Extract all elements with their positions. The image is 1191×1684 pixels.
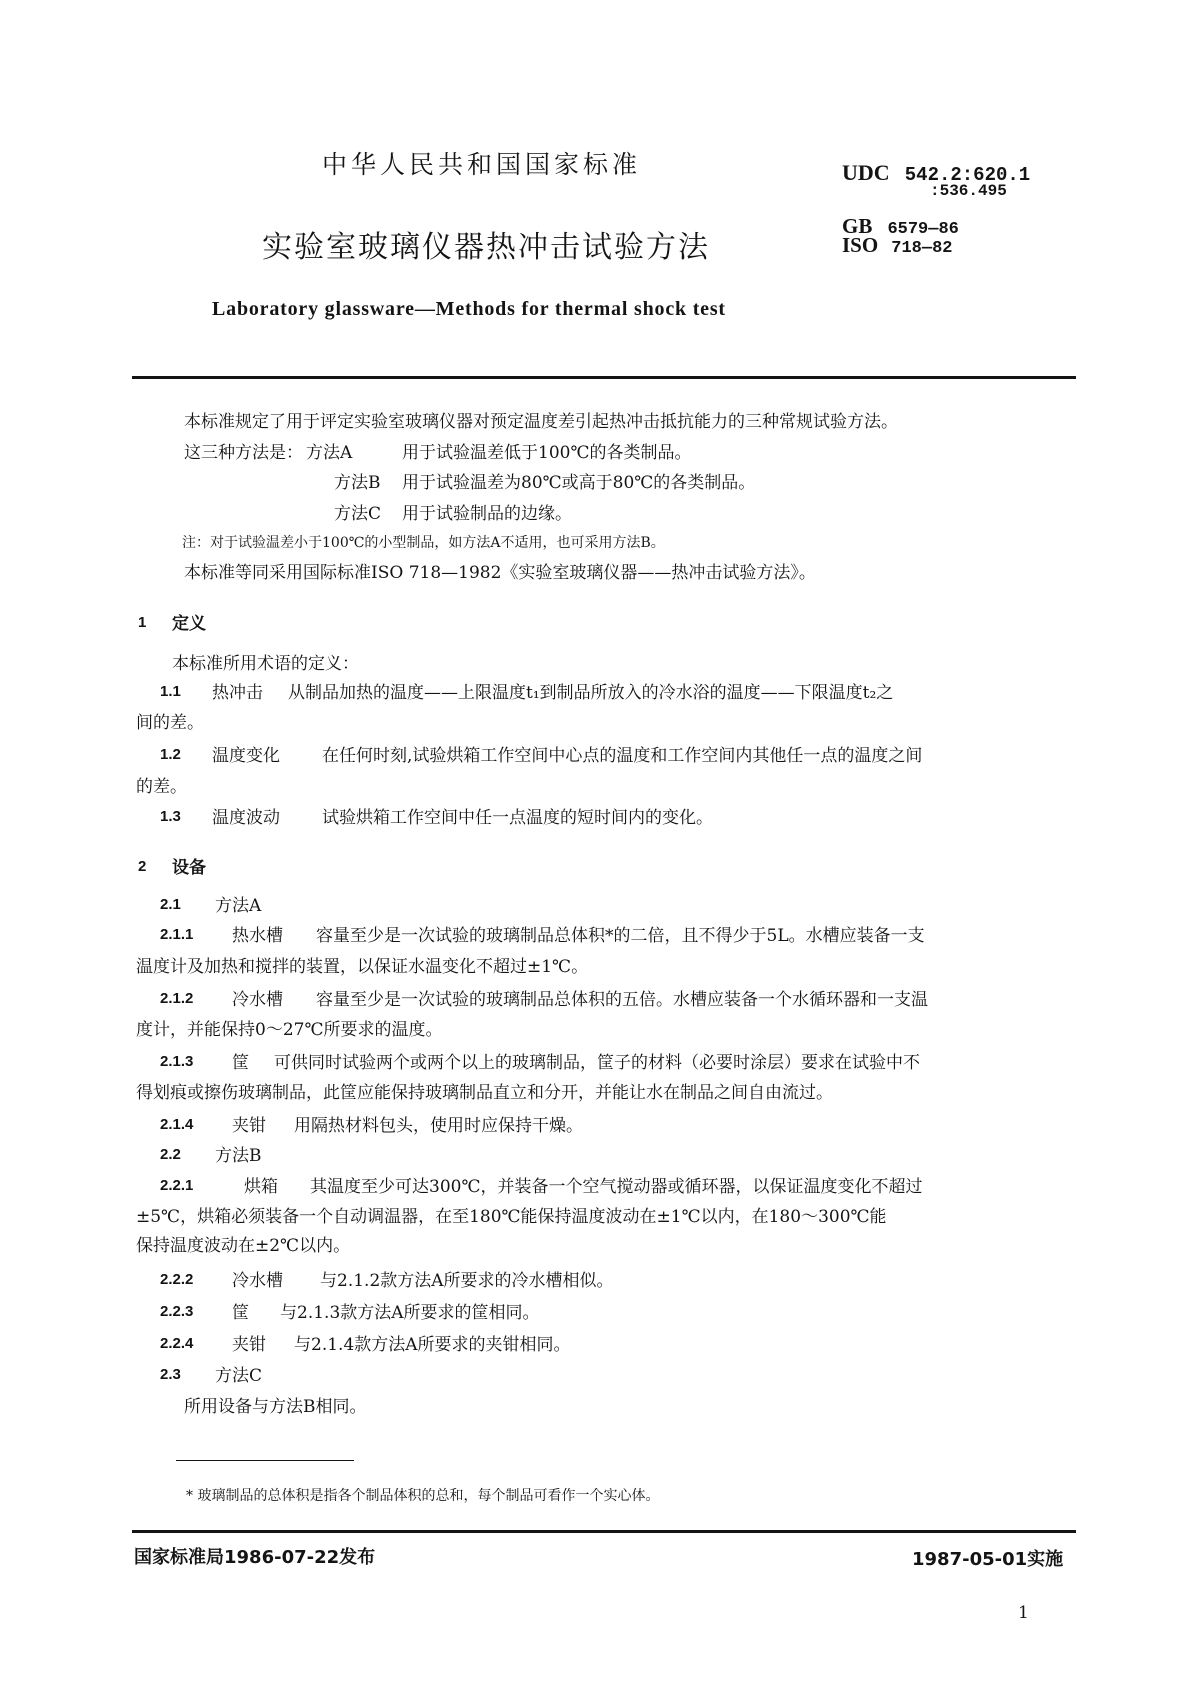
clause-2-1-4-term: 夹钳	[232, 1116, 266, 1136]
clause-2-1-number: 2.1	[160, 896, 181, 913]
method-b-name: 方法B	[334, 473, 381, 493]
clause-2-2-2-text: 与2.1.2款方法A所要求的冷水槽相似。	[320, 1271, 614, 1291]
clause-2-1-title: 方法A	[215, 896, 262, 916]
clause-2-3-title: 方法C	[215, 1366, 263, 1386]
methods-lead: 这三种方法是：	[184, 443, 303, 463]
clause-2-2-1-number: 2.2.1	[160, 1177, 194, 1194]
footer-rule	[132, 1530, 1076, 1533]
method-a-desc: 用于试验温差低于100℃的各类制品。	[402, 443, 692, 463]
section-1-lead: 本标准所用术语的定义：	[172, 654, 359, 674]
clause-1-1-term: 热冲击	[212, 683, 263, 703]
clause-2-1-1-text: 容量至少是一次试验的玻璃制品总体积*的二倍，且不得少于5L。水槽应装备一支	[316, 926, 925, 946]
clause-2-1-3-text-continued: 得划痕或擦伤玻璃制品，此筐应能保持玻璃制品直立和分开，并能让水在制品之间自由流过。	[136, 1083, 833, 1103]
clause-2-2-1-text-end: 保持温度波动在±2℃以内。	[136, 1236, 351, 1256]
clause-2-1-2-text: 容量至少是一次试验的玻璃制品总体积的五倍。水槽应装备一个水循环器和一支温	[316, 990, 928, 1010]
clause-2-2-1-text: 其温度至少可达300℃，并装备一个空气搅动器或循环器，以保证温度变化不超过	[310, 1177, 923, 1197]
method-c-desc: 用于试验制品的边缘。	[402, 504, 572, 524]
title-chinese: 实验室玻璃仪器热冲击试验方法	[262, 230, 710, 265]
clause-2-2-1-term: 烘箱	[244, 1177, 278, 1197]
method-a-name: 方法A	[306, 443, 353, 463]
iso-label: ISO	[842, 233, 879, 257]
clause-1-2-text: 在任何时刻,试验烘箱工作空间中心点的温度和工作空间内其他任一点的温度之间	[322, 746, 923, 766]
clause-2-1-1-term: 热水槽	[232, 926, 283, 946]
clause-2-2-title: 方法B	[215, 1146, 262, 1166]
clause-2-1-3-text: 可供同时试验两个或两个以上的玻璃制品，筐子的材料（必要时涂层）要求在试验中不	[274, 1053, 920, 1073]
clause-1-2-term: 温度变化	[212, 746, 280, 766]
clause-2-3-text: 所用设备与方法B相同。	[184, 1397, 367, 1417]
footnote-rule	[176, 1460, 354, 1461]
clause-2-2-3-number: 2.2.3	[160, 1303, 194, 1320]
method-c-name: 方法C	[334, 504, 382, 524]
udc-label: UDC	[842, 160, 890, 185]
udc-code-continued: :536.495	[930, 182, 1007, 200]
clause-2-1-3-number: 2.1.3	[160, 1053, 194, 1070]
intro-note: 注：对于试验温差小于100℃的小型制品，如方法A不适用，也可采用方法B。	[182, 535, 665, 551]
method-b-desc: 用于试验温差为80℃或高于80℃的各类制品。	[402, 473, 756, 493]
clause-1-3-text: 试验烘箱工作空间中任一点温度的短时间内的变化。	[322, 808, 713, 828]
clause-1-3-number: 1.3	[160, 808, 181, 825]
clause-2-2-3-term: 筐	[232, 1303, 249, 1323]
clause-2-2-4-number: 2.2.4	[160, 1335, 194, 1352]
iso-code: 718—82	[891, 239, 953, 258]
clause-1-2-text-continued: 的差。	[136, 777, 187, 797]
section-1-title: 定义	[172, 614, 206, 634]
clause-1-1-text: 从制品加热的温度——上限温度t₁到制品所放入的冷水浴的温度——下限温度t₂之	[288, 683, 894, 703]
clause-2-3-number: 2.3	[160, 1366, 181, 1383]
country-standard-heading: 中华人民共和国国家标准	[322, 150, 642, 179]
clause-2-2-4-term: 夹钳	[232, 1335, 266, 1355]
clause-2-1-4-number: 2.1.4	[160, 1116, 194, 1133]
footnote: * 玻璃制品的总体积是指各个制品体积的总和，每个制品可看作一个实心体。	[186, 1488, 660, 1504]
title-english: Laboratory glassware—Methods for thermal shock test	[212, 298, 726, 320]
gb-code: 6579—86	[887, 220, 959, 239]
intro-paragraph: 本标准规定了用于评定实验室玻璃仪器对预定温度差引起热冲击抵抗能力的三种常规试验方法。	[184, 412, 898, 432]
clause-2-1-4-text: 用隔热材料包头，使用时应保持干燥。	[294, 1116, 583, 1136]
section-2-number: 2	[138, 858, 147, 875]
section-1-number: 1	[138, 614, 147, 631]
clause-2-2-2-term: 冷水槽	[232, 1271, 283, 1291]
clause-2-1-2-text-continued: 度计，并能保持0～27℃所要求的温度。	[136, 1020, 443, 1040]
clause-1-3-term: 温度波动	[212, 808, 280, 828]
gb-label: GB	[842, 214, 873, 238]
issue-date: 国家标准局1986-07-22发布	[134, 1547, 376, 1568]
clause-1-1-text-continued: 间的差。	[136, 713, 204, 733]
udc-code: 542.2:620.1	[904, 164, 1031, 186]
clause-2-1-1-text-continued: 温度计及加热和搅拌的装置，以保证水温变化不超过±1℃。	[136, 957, 589, 977]
clause-2-2-number: 2.2	[160, 1146, 181, 1163]
iso-code-block	[842, 233, 953, 258]
clause-2-1-1-number: 2.1.1	[160, 926, 194, 943]
clause-2-1-2-term: 冷水槽	[232, 990, 283, 1010]
clause-2-1-2-number: 2.1.2	[160, 990, 194, 1007]
clause-2-1-3-term: 筐	[232, 1053, 249, 1073]
clause-1-2-number: 1.2	[160, 746, 181, 763]
adoption-statement: 本标准等同采用国际标准ISO 718—1982《实验室玻璃仪器——热冲击试验方法》。	[184, 563, 816, 583]
page-number: 1	[1018, 1603, 1029, 1623]
clause-2-2-2-number: 2.2.2	[160, 1271, 194, 1288]
clause-1-1-number: 1.1	[160, 683, 181, 700]
header-rule	[132, 376, 1076, 379]
section-2-title: 设备	[172, 858, 206, 878]
clause-2-2-4-text: 与2.1.4款方法A所要求的夹钳相同。	[294, 1335, 571, 1355]
effective-date: 1987-05-01实施	[912, 1549, 1064, 1570]
clause-2-2-1-text-continued: ±5℃，烘箱必须装备一个自动调温器，在至180℃能保持温度波动在±1℃以内，在180～300℃能	[136, 1207, 887, 1227]
clause-2-2-3-text: 与2.1.3款方法A所要求的筐相同。	[280, 1303, 540, 1323]
